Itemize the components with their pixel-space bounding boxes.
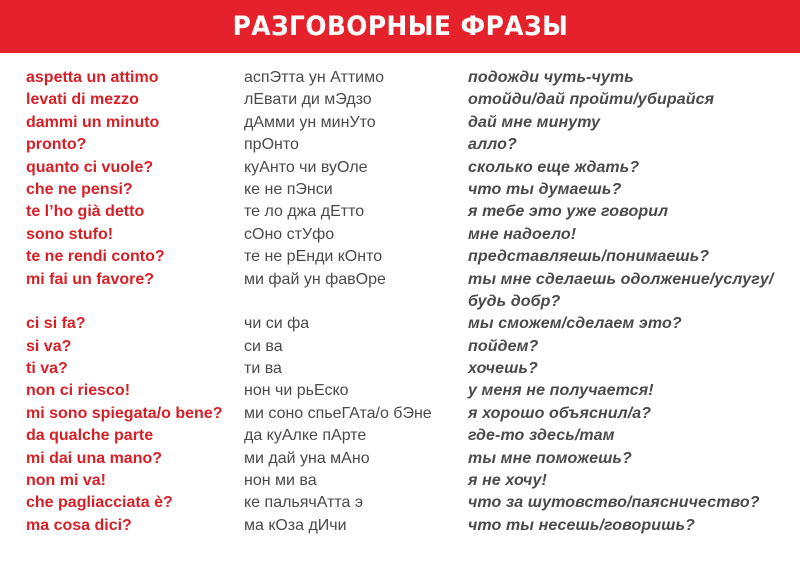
italian-phrase: da qualche parte bbox=[26, 427, 154, 445]
group-spacer bbox=[26, 291, 222, 313]
russian-translation: хочешь? bbox=[468, 360, 538, 378]
russian-translation: я хорошо объяснил/а? bbox=[468, 404, 652, 422]
russian-translation: сколько еще ждать? bbox=[468, 158, 640, 176]
italian-phrase: che pagliacciata è? bbox=[26, 494, 173, 512]
transcription: ке не пЭнси bbox=[244, 180, 333, 198]
russian-translation: отойди/дай пройти/убирайся bbox=[468, 91, 715, 109]
russian-translation: что ты несешь/говоришь? bbox=[468, 516, 695, 534]
transcription: ми дай уна мАно bbox=[244, 449, 370, 467]
italian-phrase: sono stufo! bbox=[26, 225, 114, 243]
group-spacer bbox=[244, 291, 432, 313]
transcription: чи си фа bbox=[244, 315, 310, 333]
transcription: ти ва bbox=[244, 360, 282, 378]
italian-phrase: si va? bbox=[26, 337, 72, 355]
russian-translation: у меня не получается! bbox=[468, 382, 654, 400]
italian-phrase: aspetta un attimo bbox=[26, 69, 159, 86]
transcription: ми фай ун фавОре bbox=[244, 270, 386, 288]
transcription: прОнто bbox=[244, 136, 299, 154]
italian-phrase: mi sono spiegata/o bene? bbox=[26, 404, 223, 422]
transcription: куАнто чи вуОле bbox=[244, 158, 368, 176]
header-banner bbox=[0, 0, 800, 53]
russian-translation: будь добр? bbox=[468, 292, 561, 310]
russian-translation: ты мне сделаешь одолжение/услугу/ bbox=[468, 270, 774, 288]
italian-phrase: ma cosa dici? bbox=[26, 516, 132, 534]
transcription: те ло джа дЕтто bbox=[244, 203, 365, 221]
italian-phrase: pronto? bbox=[26, 136, 87, 154]
italian-phrase: ci si fa? bbox=[26, 315, 86, 333]
russian-translation: ты мне поможешь? bbox=[468, 449, 632, 467]
transcription: аспЭтта ун Аттимо bbox=[244, 69, 384, 86]
russian-translation: я не хочу! bbox=[468, 472, 547, 490]
page-title: РАЗГОВОРНЫЕ ФРАЗЫ bbox=[232, 11, 568, 42]
italian-phrase: ti va? bbox=[26, 360, 68, 378]
italian-phrase: mi dai una mano? bbox=[26, 449, 163, 467]
russian-translation: подожди чуть-чуть bbox=[468, 69, 634, 86]
italian-phrase: te ne rendi conto? bbox=[26, 248, 165, 266]
russian-translation: что ты думаешь? bbox=[468, 180, 622, 198]
italian-phrase: dammi un minuto bbox=[26, 113, 160, 131]
russian-translation: алло? bbox=[468, 136, 517, 154]
transcription: те не рЕнди кОнто bbox=[244, 248, 383, 266]
russian-translation: где-то здесь/там bbox=[468, 427, 615, 445]
transcription: нон ми ва bbox=[244, 472, 317, 490]
transcription: да куАлке пАрте bbox=[244, 427, 367, 445]
italian-phrase: quanto ci vuole? bbox=[26, 158, 154, 176]
russian-translation: что за шутовство/паясничество? bbox=[468, 494, 760, 512]
russian-translation: мне надоело! bbox=[468, 225, 577, 243]
italian-column bbox=[26, 67, 222, 537]
transcription: дАмми ун минУто bbox=[244, 113, 376, 131]
italian-phrase: che ne pensi? bbox=[26, 180, 133, 198]
transcription-column bbox=[244, 67, 432, 537]
transcription: ма кОза дИчи bbox=[244, 516, 347, 534]
russian-translation: дай мне минуту bbox=[468, 113, 601, 131]
transcription: лЕвати ди мЭдзо bbox=[244, 91, 372, 109]
italian-phrase: mi fai un favore? bbox=[26, 270, 155, 288]
italian-phrase: levati di mezzo bbox=[26, 91, 139, 109]
russian-translation: я тебе это уже говорил bbox=[468, 203, 669, 221]
russian-column bbox=[468, 67, 773, 537]
transcription: си ва bbox=[244, 337, 283, 355]
italian-phrase: te l’ho già detto bbox=[26, 203, 145, 221]
transcription: нон чи рьЕско bbox=[244, 382, 349, 400]
transcription: ми соно спьеГАта/о бЭне bbox=[244, 404, 432, 422]
transcription: сОно стУфо bbox=[244, 225, 335, 243]
russian-translation: мы сможем/сделаем это? bbox=[468, 315, 682, 333]
transcription: ке пальячАтта э bbox=[244, 494, 364, 512]
italian-phrase: non ci riesco! bbox=[26, 382, 131, 400]
italian-phrase: non mi va! bbox=[26, 472, 107, 490]
russian-translation: пойдем? bbox=[468, 337, 539, 355]
russian-translation: представляешь/понимаешь? bbox=[468, 248, 710, 266]
